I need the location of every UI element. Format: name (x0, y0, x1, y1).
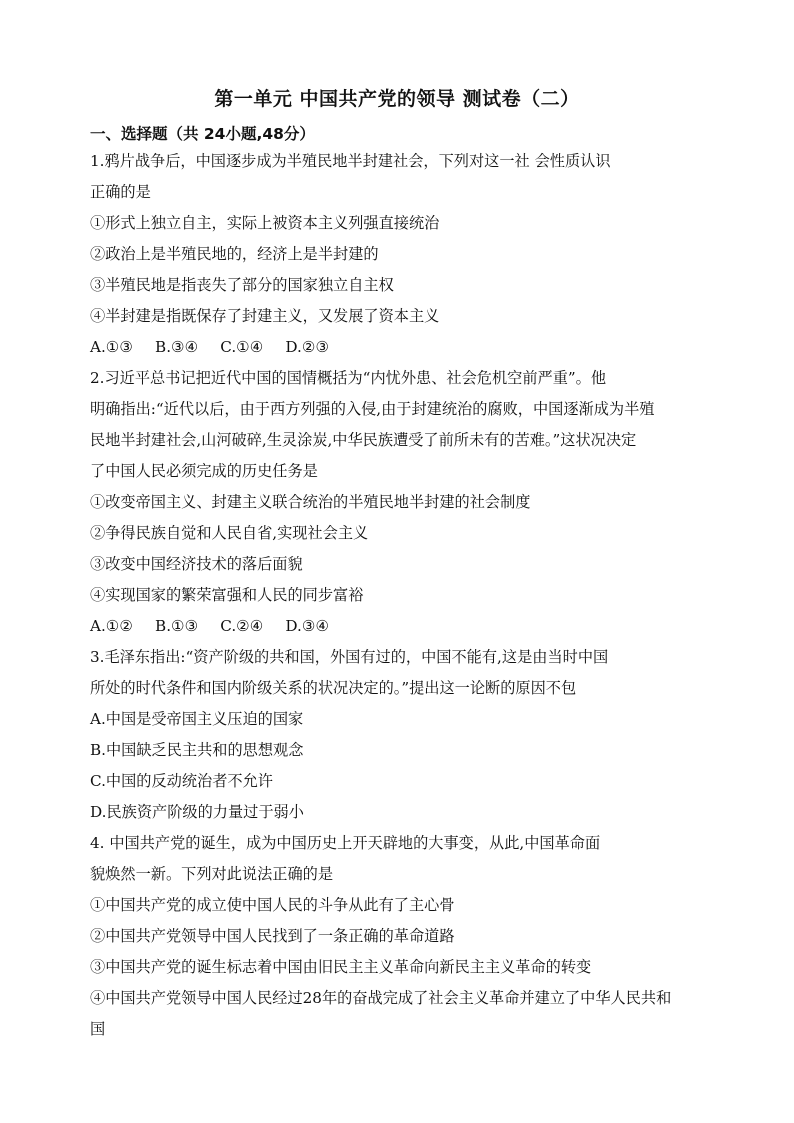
q2-options (90, 611, 720, 642)
text-line: 了中国人民必须完成的历史任务是 (90, 462, 318, 480)
text-line: ①中国共产党的成立使中国人民的斗争从此有了主心骨 (90, 896, 455, 914)
text-line: B.中国缺乏民主共和的思想观念 (90, 741, 304, 759)
text-line: 国 (90, 1020, 106, 1038)
text-line: 明确指出:“近代以后，由于西方列强的入侵,由于封建统治的腐败，中国逐渐成为半殖 (90, 400, 655, 418)
q1-option-c: C.①④ (220, 338, 264, 356)
text-line: 正确的是 (90, 183, 151, 201)
page-title: 第一单元 中国共产党的领导 测试卷（二） (214, 88, 580, 110)
text-line: ②争得民族自觉和人民自省,实现社会主义 (90, 524, 369, 542)
q2-option-d: D.③④ (285, 617, 330, 635)
text-line: A.中国是受帝国主义压迫的国家 (90, 710, 304, 728)
question-body (90, 146, 720, 1045)
text-line: ④半封建是指既保存了封建主义，又发展了资本主义 (90, 307, 440, 325)
q1-option-d: D.②③ (285, 338, 330, 356)
text-line: ④实现国家的繁荣富强和人民的同步富裕 (90, 586, 364, 604)
text-line: 3.毛泽东指出:“资产阶级的共和国，外国有过的，中国不能有,这是由当时中国 (90, 648, 609, 666)
q2-option-c: C.②④ (220, 617, 264, 635)
q2-option-a: A.①② (90, 617, 134, 635)
q2-option-b: B.①③ (155, 617, 199, 635)
text-line: ③半殖民地是指丧失了部分的国家独立自主权 (90, 276, 394, 294)
text-line: C.中国的反动统治者不允许 (90, 772, 273, 790)
q1-option-b: B.③④ (155, 338, 199, 356)
text-line: 4. 中国共产党的诞生，成为中国历史上开天辟地的大事变，从此,中国革命面 (90, 834, 601, 852)
text-line: ①改变帝国主义、封建主义联合统治的半殖民地半封建的社会制度 (90, 493, 531, 511)
text-line: ②中国共产党领导中国人民找到了一条正确的革命道路 (90, 927, 455, 945)
text-line: D.民族资产阶级的力量过于弱小 (90, 803, 304, 821)
q1-option-a: A.①③ (90, 338, 134, 356)
text-line: 1.鸦片战争后，中国逐步成为半殖民地半封建社会，下列对这一社 会性质认识 (90, 152, 611, 170)
text-line: 所处的时代条件和国内阶级关系的状况决定的。”提出这一论断的原因不包 (90, 679, 577, 697)
text-line: 民地半封建社会,山河破碎,生灵涂炭,中华民族遭受了前所未有的苦难。”这状况决定 (90, 431, 637, 449)
text-line: 2.习近平总书记把近代中国的国情概括为“内忧外患、社会危机空前严重”。他 (90, 369, 607, 387)
q1-options (90, 332, 720, 363)
section-heading: 一、选择题（共 24小题,48分） (90, 125, 315, 143)
text-line: ②政治上是半殖民地的，经济上是半封建的 (90, 245, 379, 263)
text-line: ③中国共产党的诞生标志着中国由旧民主主义革命向新民主主义革命的转变 (90, 958, 592, 976)
text-line: ①形式上独立自主，实际上被资本主义列强直接统治 (90, 214, 440, 232)
text-line: ③改变中国经济技术的落后面貌 (90, 555, 303, 573)
text-line: 貌焕然一新。下列对此说法正确的是 (90, 865, 333, 883)
text-line: ④中国共产党领导中国人民经过28年的奋战完成了社会主义革命并建立了中华人民共和 (90, 989, 672, 1007)
